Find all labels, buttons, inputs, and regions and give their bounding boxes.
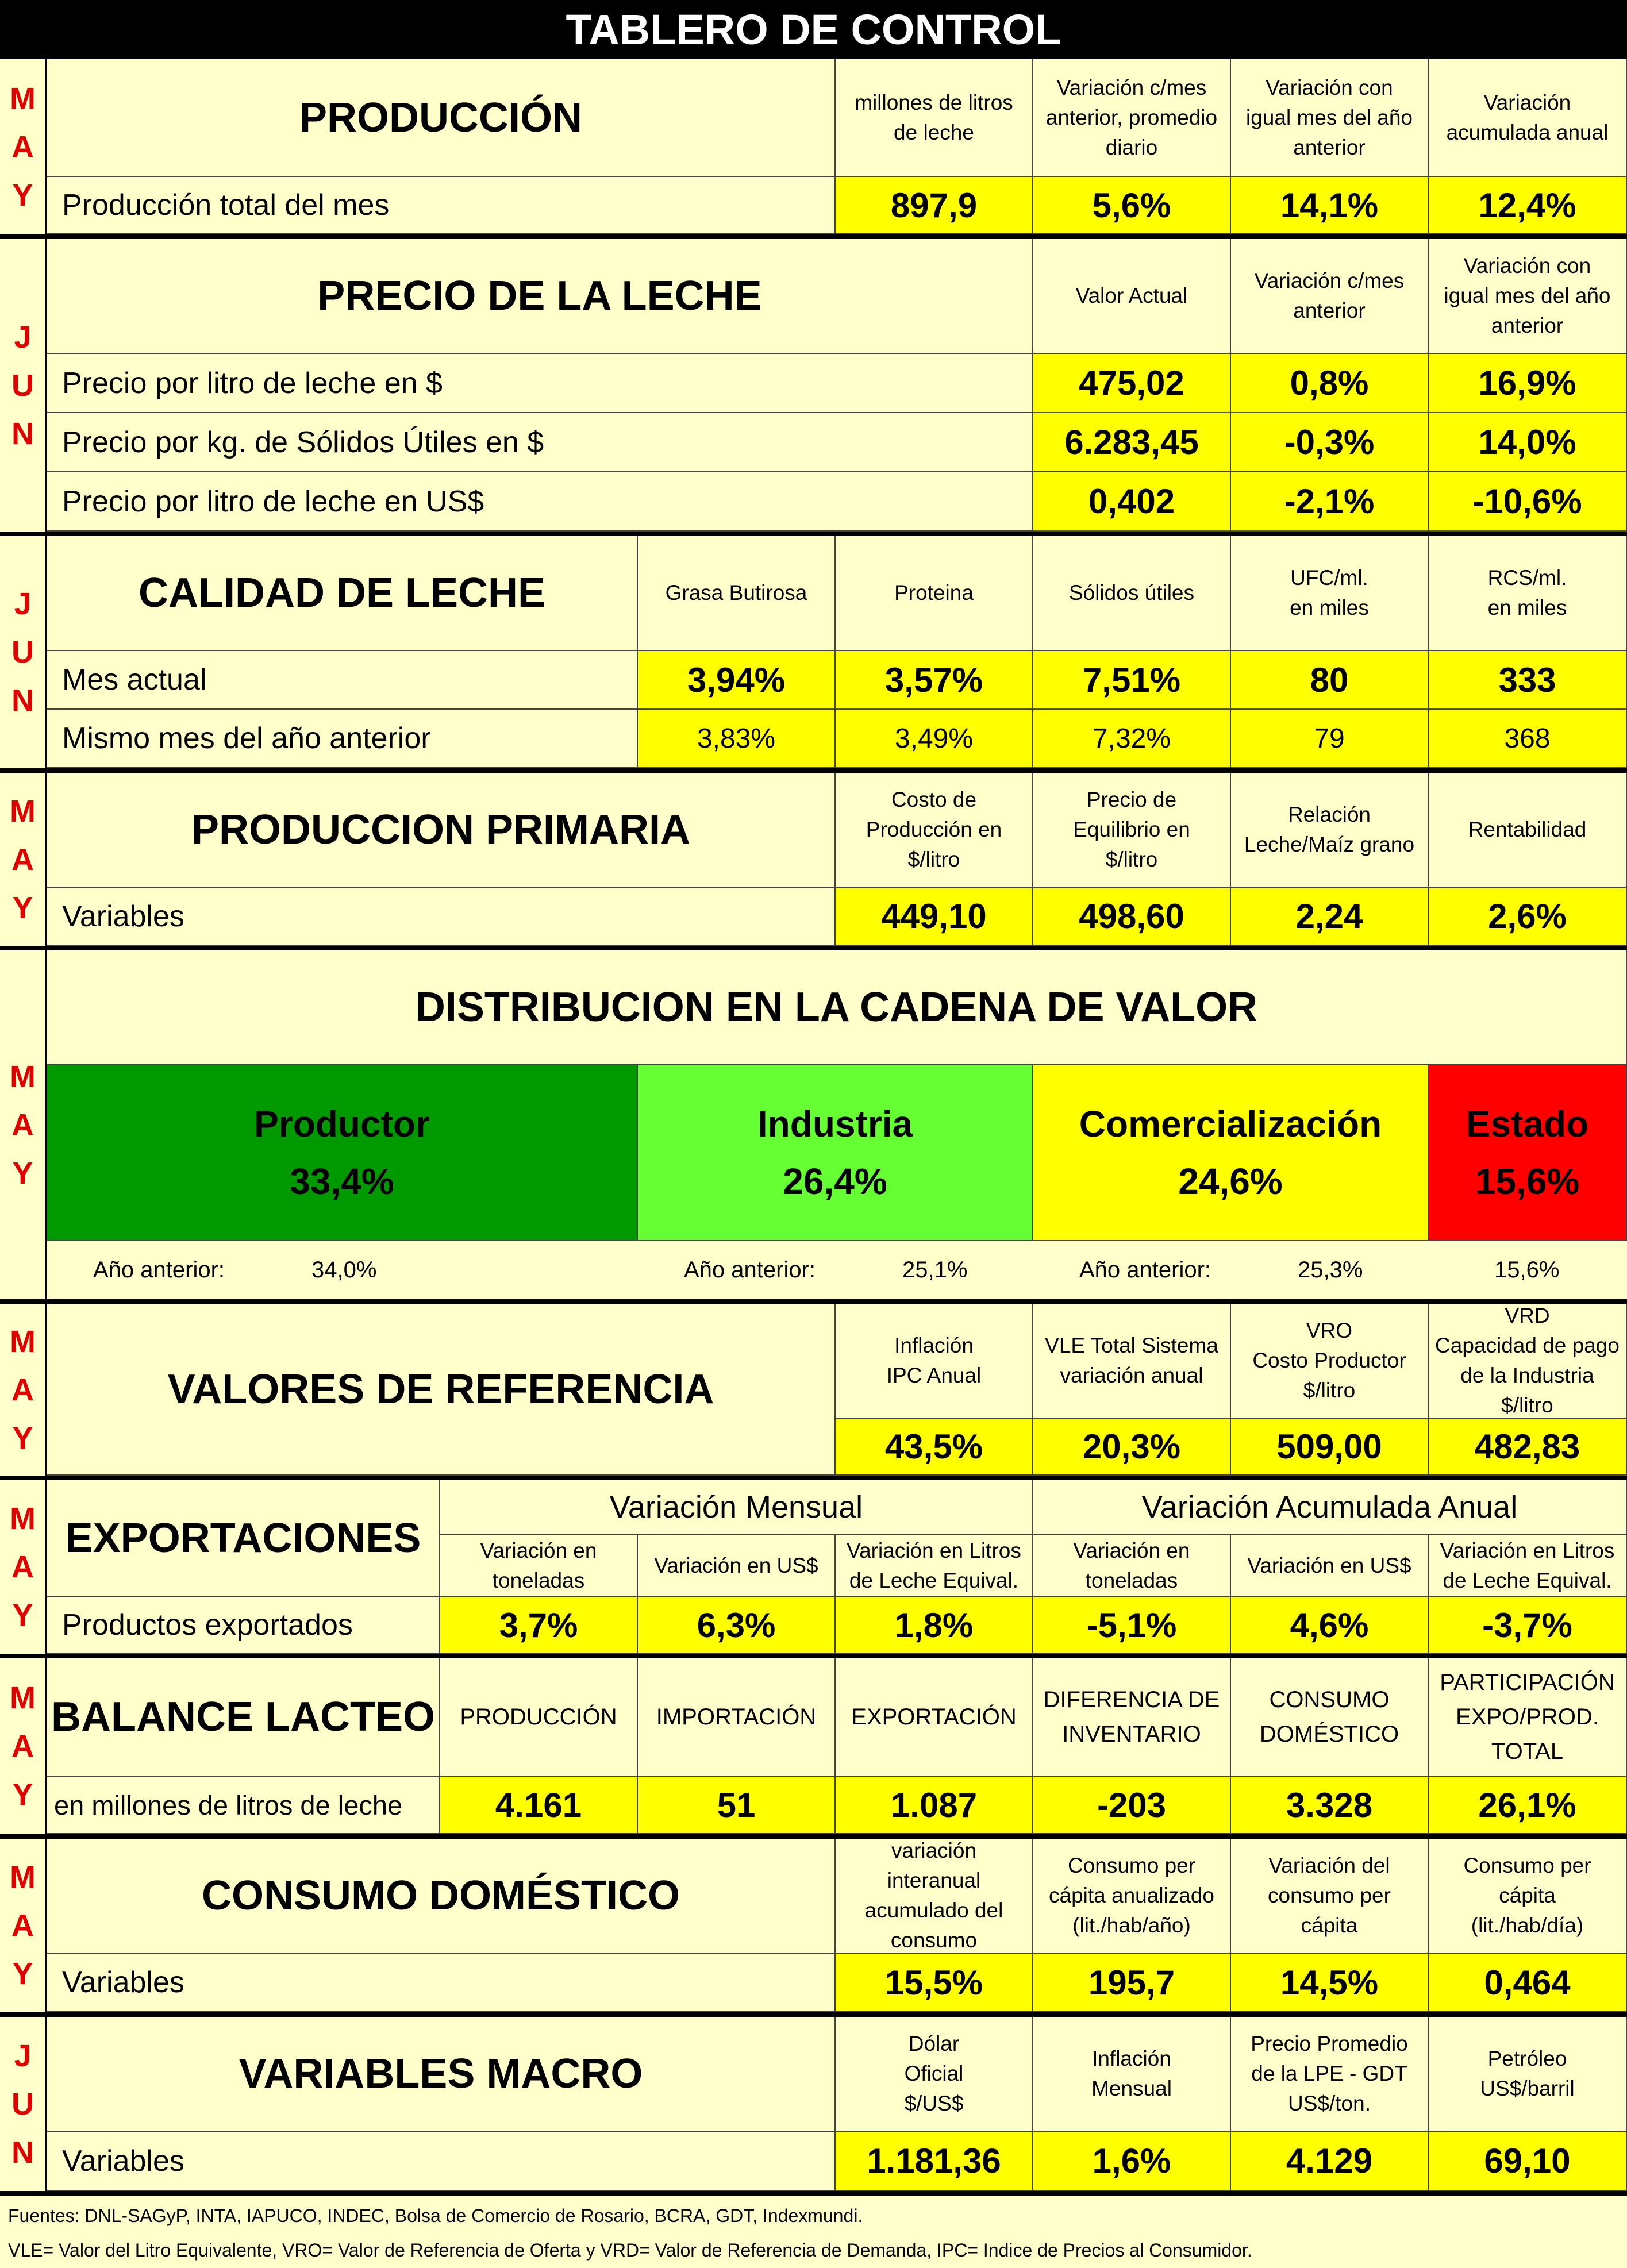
- previous-year-row: [47, 1241, 1627, 1299]
- value-cell: 4,6%: [1231, 1597, 1429, 1654]
- row-label: Productos exportados: [47, 1597, 440, 1654]
- value-cell: 3,83%: [638, 710, 836, 768]
- value-cell: 1.087: [836, 1777, 1033, 1834]
- value-cell: 43,5%: [836, 1419, 1033, 1476]
- column-header: Dólar Oficial $/US$: [836, 2017, 1033, 2132]
- column-header: Variación en toneladas: [1033, 1535, 1231, 1597]
- value-cell: -3,7%: [1429, 1597, 1627, 1654]
- value-cell: 333: [1429, 651, 1627, 710]
- value-cell: 482,83: [1429, 1419, 1627, 1476]
- month-letter: M: [10, 1501, 36, 1536]
- value-cell: -5,1%: [1033, 1597, 1231, 1654]
- column-header: Variación en toneladas: [440, 1535, 638, 1597]
- value-cell: 14,1%: [1231, 177, 1429, 234]
- month-letter: N: [11, 416, 34, 451]
- column-header: Variación del consumo per cápita: [1231, 1839, 1429, 1954]
- section-divider: [0, 1834, 1627, 1839]
- month-label-primaria: [0, 773, 47, 946]
- column-header: Proteina: [836, 536, 1033, 651]
- value-cell: 80: [1231, 651, 1429, 710]
- value-cell: 26,1%: [1429, 1777, 1627, 1834]
- section-heading-produccion: PRODUCCIÓN: [47, 59, 836, 177]
- value-cell: 6,3%: [638, 1597, 836, 1654]
- value-cell: -203: [1033, 1777, 1231, 1834]
- column-header: EXPORTACIÓN: [836, 1658, 1033, 1777]
- value-cell: 6.283,45: [1033, 413, 1231, 472]
- column-header: Sólidos útiles: [1033, 536, 1231, 651]
- section-divider: [0, 1476, 1627, 1480]
- column-header: variación interanual acumulado del consumo: [836, 1839, 1033, 1954]
- month-label-calidad: [0, 536, 47, 768]
- month-label-produccion: [0, 59, 47, 234]
- value-cell: 498,60: [1033, 888, 1231, 946]
- value-cell: 3,94%: [638, 651, 836, 710]
- column-header: RCS/ml. en miles: [1429, 536, 1627, 651]
- value-cell: 79: [1231, 710, 1429, 768]
- column-header: UFC/ml. en miles: [1231, 536, 1429, 651]
- value-cell: 51: [638, 1777, 836, 1834]
- column-header: Variación c/mes anterior, promedio diario: [1033, 59, 1231, 177]
- column-header: Valor Actual: [1033, 239, 1231, 354]
- month-letter: Y: [12, 1957, 33, 1991]
- month-letter: J: [14, 587, 32, 621]
- segment-value: 33,4%: [290, 1161, 394, 1202]
- month-letter: M: [10, 1681, 36, 1715]
- segment-productor: [47, 1065, 638, 1241]
- value-cell: 14,0%: [1429, 413, 1627, 472]
- footer-sources: Fuentes: DNL-SAGyP, INTA, IAPUCO, INDEC, Bolsa de Comercio de Rosario, BCRA, GDT, Indexmundi.: [8, 2205, 863, 2226]
- section-heading-macro: VARIABLES MACRO: [47, 2017, 836, 2132]
- section-heading-referencia: VALORES DE REFERENCIA: [47, 1304, 836, 1476]
- column-header: Variación en Litros de Leche Equival.: [1429, 1535, 1627, 1597]
- month-letter: U: [11, 2086, 34, 2121]
- value-cell: 4.129: [1231, 2132, 1429, 2191]
- value-cell: 7,32%: [1033, 710, 1231, 768]
- value-cell: 1,8%: [836, 1597, 1033, 1654]
- month-letter: A: [11, 1550, 34, 1584]
- column-header: Petróleo US$/barril: [1429, 2017, 1627, 2132]
- column-header: Rentabilidad: [1429, 773, 1627, 888]
- month-letter: Y: [12, 178, 33, 213]
- section-heading-primaria: PRODUCCION PRIMARIA: [47, 773, 836, 888]
- value-cell: 3,7%: [440, 1597, 638, 1654]
- column-header: CONSUMO DOMÉSTICO: [1231, 1658, 1429, 1777]
- value-cell: 16,9%: [1429, 354, 1627, 413]
- prev-label: Año anterior:: [1079, 1257, 1211, 1283]
- value-cell: 20,3%: [1033, 1419, 1231, 1476]
- column-header: VRD Capacidad de pago de la Industria $/litro: [1429, 1304, 1627, 1419]
- month-letter: M: [10, 1324, 36, 1359]
- column-header: DIFERENCIA DE INVENTARIO: [1033, 1658, 1231, 1777]
- month-letter: N: [11, 2135, 34, 2170]
- column-header: VRO Costo Productor $/litro: [1231, 1304, 1429, 1419]
- value-cell: 15,5%: [836, 1954, 1033, 2012]
- month-letter: A: [11, 1107, 34, 1142]
- column-header: Costo de Producción en $/litro: [836, 773, 1033, 888]
- column-header: IMPORTACIÓN: [638, 1658, 836, 1777]
- section-heading-balance: BALANCE LACTEO: [47, 1658, 440, 1777]
- row-label: en millones de litros de leche: [47, 1777, 440, 1834]
- value-cell: 0,8%: [1231, 354, 1429, 413]
- section-divider: [0, 532, 1627, 536]
- column-header: Consumo per cápita anualizado (lit./hab/año): [1033, 1839, 1231, 1954]
- column-header: millones de litros de leche: [836, 59, 1033, 177]
- row-label: Variables: [47, 1954, 836, 2012]
- section-divider: [0, 768, 1627, 773]
- value-cell: 12,4%: [1429, 177, 1627, 234]
- value-cell: -0,3%: [1231, 413, 1429, 472]
- value-cell: -2,1%: [1231, 472, 1429, 532]
- month-letter: Y: [12, 1598, 33, 1632]
- prev-label: Año anterior:: [684, 1257, 816, 1283]
- value-cell: 2,24: [1231, 888, 1429, 946]
- prev-value: 15,6%: [1494, 1257, 1560, 1283]
- segment-name: Productor: [254, 1103, 430, 1145]
- month-letter: Y: [12, 1156, 33, 1191]
- value-cell: 3,57%: [836, 651, 1033, 710]
- prev-label: Año anterior:: [93, 1257, 225, 1283]
- value-cell: 475,02: [1033, 354, 1231, 413]
- prev-value: 25,1%: [902, 1257, 968, 1283]
- value-cell: 2,6%: [1429, 888, 1627, 946]
- value-cell: 449,10: [836, 888, 1033, 946]
- segment-name: Industria: [757, 1103, 913, 1145]
- section-divider: [0, 2191, 1627, 2196]
- month-letter: A: [11, 842, 34, 877]
- column-header: VLE Total Sistema variación anual: [1033, 1304, 1231, 1419]
- column-header: Inflación IPC Anual: [836, 1304, 1033, 1419]
- prev-value: 34,0%: [311, 1257, 377, 1283]
- prev-value: 25,3%: [1298, 1257, 1363, 1283]
- row-label: Producción total del mes: [47, 177, 836, 234]
- value-cell: -10,6%: [1429, 472, 1627, 532]
- month-letter: M: [10, 1059, 36, 1094]
- group-header-acumulada: Variación Acumulada Anual: [1033, 1480, 1627, 1535]
- month-letter: U: [11, 635, 34, 669]
- value-cell: 7,51%: [1033, 651, 1231, 710]
- column-header: Variación con igual mes del año anterior: [1429, 239, 1627, 354]
- column-header: Variación en US$: [1231, 1535, 1429, 1597]
- month-label-exportaciones: [0, 1480, 47, 1654]
- value-cell: 14,5%: [1231, 1954, 1429, 2012]
- value-cell: 3.328: [1231, 1777, 1429, 1834]
- segment-value: 24,6%: [1178, 1161, 1283, 1202]
- value-cell: 5,6%: [1033, 177, 1231, 234]
- month-label-precio: [0, 239, 47, 532]
- section-divider: [0, 1299, 1627, 1304]
- segment-name: Comercialización: [1079, 1103, 1382, 1145]
- group-header-mensual: Variación Mensual: [440, 1480, 1033, 1535]
- section-heading-precio: PRECIO DE LA LECHE: [47, 239, 1033, 354]
- column-header: Grasa Butirosa: [638, 536, 836, 651]
- segment-name: Estado: [1466, 1103, 1589, 1145]
- month-letter: M: [10, 794, 36, 829]
- column-header: Variación en Litros de Leche Equival.: [836, 1535, 1033, 1597]
- value-cell: 0,464: [1429, 1954, 1627, 2012]
- column-header: Variación con igual mes del año anterior: [1231, 59, 1429, 177]
- value-cell: 195,7: [1033, 1954, 1231, 2012]
- section-heading-distribucion: DISTRIBUCION EN LA CADENA DE VALOR: [47, 950, 1627, 1065]
- row-label: Variables: [47, 2132, 836, 2191]
- month-letter: Y: [12, 1777, 33, 1812]
- month-label-referencia: [0, 1304, 47, 1476]
- value-cell: 69,10: [1429, 2132, 1627, 2191]
- value-cell: 509,00: [1231, 1419, 1429, 1476]
- segment-value: 26,4%: [783, 1161, 887, 1202]
- month-letter: U: [11, 368, 34, 403]
- column-header: Variación acumulada anual: [1429, 59, 1627, 177]
- month-letter: A: [11, 1372, 34, 1407]
- column-header: Inflación Mensual: [1033, 2017, 1231, 2132]
- segment-value: 15,6%: [1475, 1161, 1580, 1202]
- section-heading-exportaciones: EXPORTACIONES: [47, 1480, 440, 1597]
- column-header: Variación c/mes anterior: [1231, 239, 1429, 354]
- month-letter: M: [10, 1860, 36, 1895]
- row-label: Precio por kg. de Sólidos Útiles en $: [47, 413, 1033, 472]
- value-cell: 1.181,36: [836, 2132, 1033, 2191]
- column-header: PRODUCCIÓN: [440, 1658, 638, 1777]
- month-letter: J: [14, 2038, 32, 2073]
- section-divider: [0, 946, 1627, 950]
- column-header: Precio Promedio de la LPE - GDT US$/ton.: [1231, 2017, 1429, 2132]
- month-letter: N: [11, 683, 34, 718]
- section-heading-calidad: CALIDAD DE LECHE: [47, 536, 638, 651]
- month-label-balance: [0, 1658, 47, 1834]
- month-letter: Y: [12, 1420, 33, 1455]
- row-label: Precio por litro de leche en $: [47, 354, 1033, 413]
- month-letter: A: [11, 1908, 34, 1943]
- column-header: Consumo per cápita (lit./hab/día): [1429, 1839, 1627, 1954]
- row-label: Precio por litro de leche en US$: [47, 472, 1033, 532]
- column-header: Precio de Equilibrio en $/litro: [1033, 773, 1231, 888]
- value-cell: 3,49%: [836, 710, 1033, 768]
- value-cell: 368: [1429, 710, 1627, 768]
- segment-estado: [1429, 1065, 1627, 1241]
- month-letter: A: [11, 129, 34, 164]
- month-letter: J: [14, 319, 32, 355]
- value-cell: 0,402: [1033, 472, 1231, 532]
- month-letter: Y: [12, 890, 33, 925]
- column-header: Variación en US$: [638, 1535, 836, 1597]
- row-label: Mes actual: [47, 651, 638, 710]
- month-letter: A: [11, 1729, 34, 1763]
- value-cell: 4.161: [440, 1777, 638, 1834]
- value-cell: 897,9: [836, 177, 1033, 234]
- section-divider: [0, 2012, 1627, 2017]
- month-letter: M: [10, 81, 36, 116]
- row-label: Mismo mes del año anterior: [47, 710, 638, 768]
- segment-comercializacion: [1033, 1065, 1429, 1241]
- value-cell: 1,6%: [1033, 2132, 1231, 2191]
- section-divider: [0, 1654, 1627, 1658]
- section-divider: [0, 234, 1627, 239]
- segment-industria: [638, 1065, 1033, 1241]
- section-heading-consumo: CONSUMO DOMÉSTICO: [47, 1839, 836, 1954]
- month-label-consumo: [0, 1839, 47, 2012]
- row-label: Variables: [47, 888, 836, 946]
- month-label-distribucion: [0, 950, 47, 1299]
- column-header: PARTICIPACIÓN EXPO/PROD. TOTAL: [1429, 1658, 1627, 1777]
- footer-notes: VLE= Valor del Litro Equivalente, VRO= Valor de Referencia de Oferta y VRD= Valor de Referencia de Demanda, IPC= Indice de Precios al Consumidor.: [8, 2240, 1252, 2261]
- month-label-macro: [0, 2017, 47, 2191]
- column-header: Relación Leche/Maíz grano: [1231, 773, 1429, 888]
- page-title: TABLERO DE CONTROL: [0, 0, 1627, 59]
